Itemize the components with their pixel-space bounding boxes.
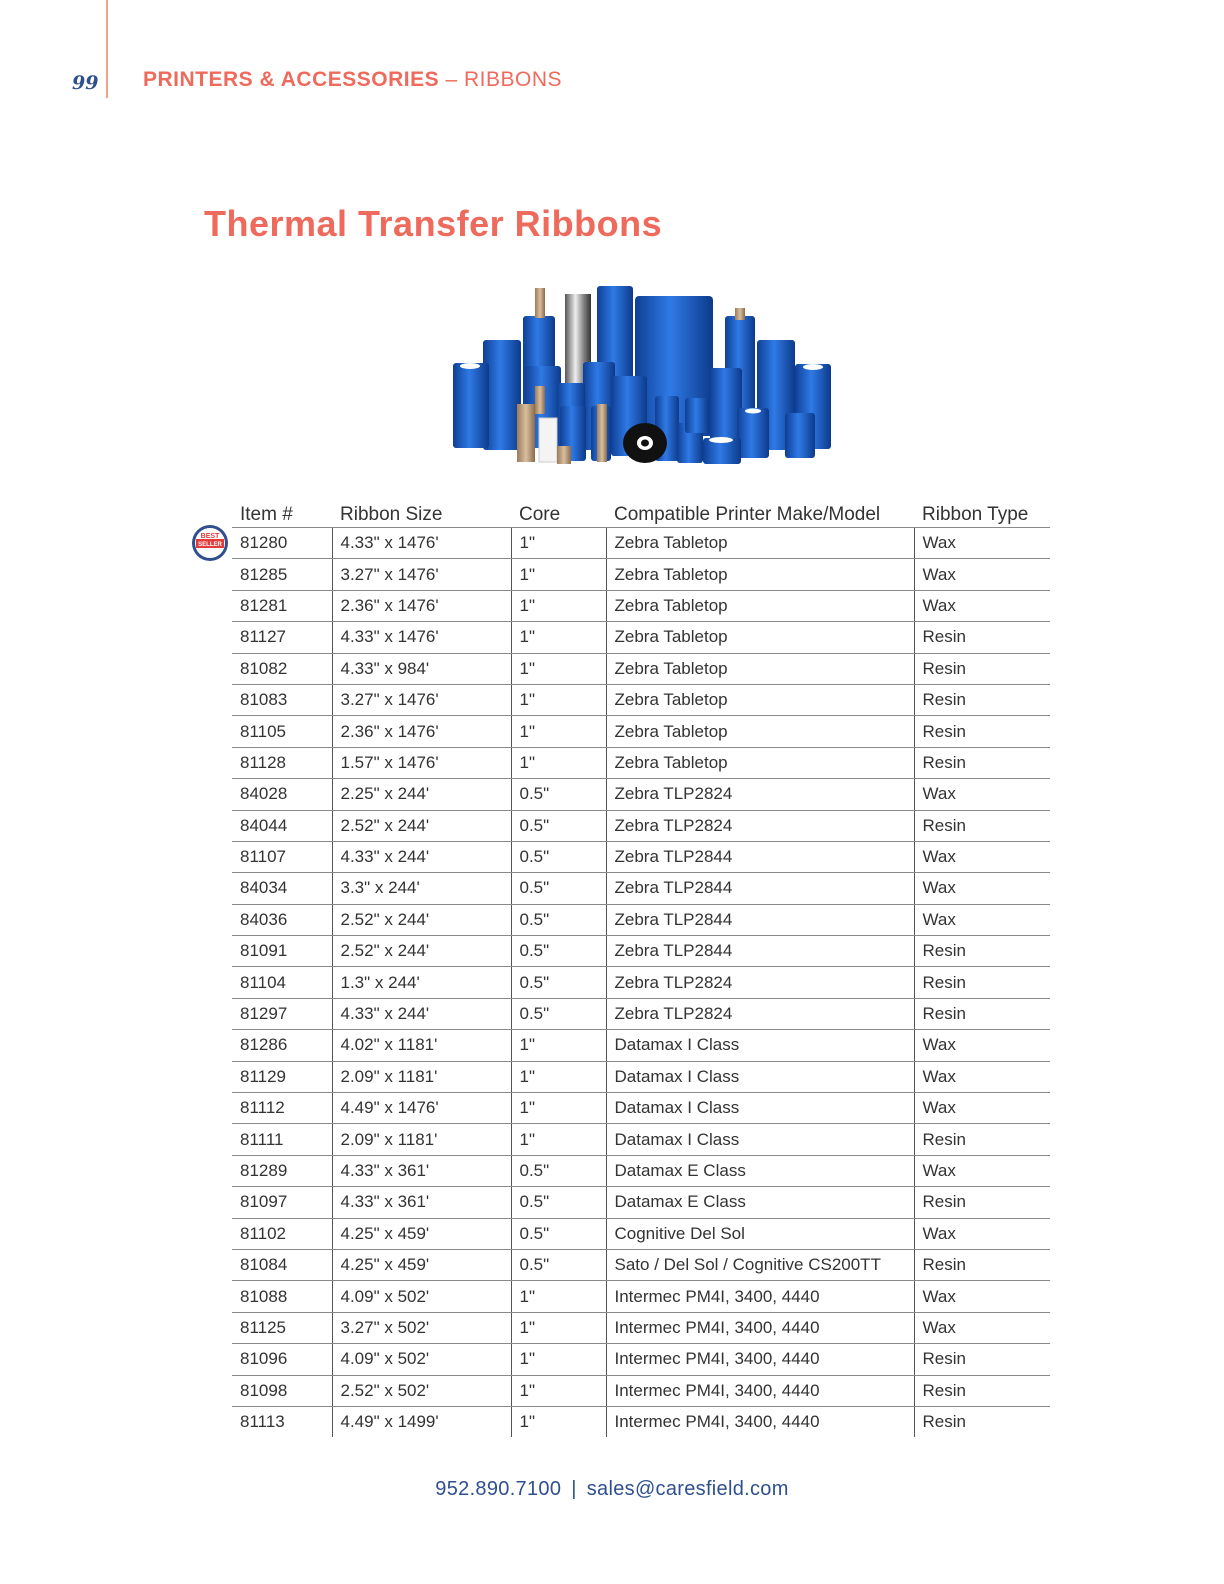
- cell-printer-model: Zebra TLP2824: [606, 779, 914, 810]
- cell-ribbon-type: Wax: [914, 528, 1050, 559]
- table-row: [232, 1312, 1050, 1343]
- cell-item-number: 84036: [232, 904, 332, 935]
- cell-ribbon-size: 3.3" x 244': [332, 873, 511, 904]
- cell-item-number: 81297: [232, 998, 332, 1029]
- table-row: [232, 747, 1050, 778]
- cell-ribbon-type: Wax: [914, 1061, 1050, 1092]
- cell-ribbon-type: Wax: [914, 1218, 1050, 1249]
- cell-ribbon-type: Resin: [914, 936, 1050, 967]
- cell-core-size: 0.5": [511, 841, 606, 872]
- cell-ribbon-size: 4.33" x 244': [332, 841, 511, 872]
- cell-ribbon-size: 2.36" x 1476': [332, 716, 511, 747]
- cell-ribbon-size: 2.09" x 1181': [332, 1061, 511, 1092]
- cell-item-number: 81125: [232, 1312, 332, 1343]
- table-row: [232, 1249, 1050, 1280]
- cell-printer-model: Zebra Tabletop: [606, 622, 914, 653]
- cell-core-size: 1": [511, 1312, 606, 1343]
- cell-core-size: 1": [511, 1030, 606, 1061]
- cell-ribbon-type: Resin: [914, 684, 1050, 715]
- cell-ribbon-size: 4.09" x 502': [332, 1344, 511, 1375]
- cell-item-number: 81107: [232, 841, 332, 872]
- cell-printer-model: Datamax E Class: [606, 1155, 914, 1186]
- cell-core-size: 1": [511, 1406, 606, 1437]
- cell-printer-model: Zebra Tabletop: [606, 653, 914, 684]
- cell-item-number: 81111: [232, 1124, 332, 1155]
- cell-ribbon-type: Wax: [914, 1312, 1050, 1343]
- cell-core-size: 0.5": [511, 1218, 606, 1249]
- cell-ribbon-type: Wax: [914, 1030, 1050, 1061]
- cell-item-number: 84034: [232, 873, 332, 904]
- cell-ribbon-size: 2.52" x 502': [332, 1375, 511, 1406]
- cell-core-size: 1": [511, 716, 606, 747]
- table-row: [232, 1344, 1050, 1375]
- cell-ribbon-size: 2.52" x 244': [332, 810, 511, 841]
- cell-ribbon-type: Resin: [914, 1124, 1050, 1155]
- table-row: [232, 998, 1050, 1029]
- cell-printer-model: Intermec PM4I, 3400, 4440: [606, 1281, 914, 1312]
- cell-item-number: 81112: [232, 1093, 332, 1124]
- cell-item-number: 81102: [232, 1218, 332, 1249]
- table-row: [232, 528, 1050, 559]
- table-row: [232, 779, 1050, 810]
- cell-core-size: 1": [511, 559, 606, 590]
- cell-ribbon-type: Resin: [914, 716, 1050, 747]
- cell-printer-model: Cognitive Del Sol: [606, 1218, 914, 1249]
- table-row: [232, 936, 1050, 967]
- cell-printer-model: Zebra TLP2844: [606, 841, 914, 872]
- cell-ribbon-type: Resin: [914, 1344, 1050, 1375]
- cell-ribbon-type: Wax: [914, 559, 1050, 590]
- page-number: 99: [72, 72, 99, 94]
- cell-item-number: 81098: [232, 1375, 332, 1406]
- cell-ribbon-size: 4.33" x 984': [332, 653, 511, 684]
- cell-printer-model: Intermec PM4I, 3400, 4440: [606, 1375, 914, 1406]
- cell-ribbon-size: 2.52" x 244': [332, 936, 511, 967]
- cell-core-size: 1": [511, 1281, 606, 1312]
- footer-email[interactable]: sales@caresfield.com: [586, 1478, 789, 1500]
- header-divider: [106, 0, 108, 98]
- cell-ribbon-type: Resin: [914, 653, 1050, 684]
- section-header: [143, 68, 562, 92]
- table-row: [232, 810, 1050, 841]
- cell-ribbon-size: 4.09" x 502': [332, 1281, 511, 1312]
- table-header-row: [232, 496, 1050, 528]
- cell-item-number: 81096: [232, 1344, 332, 1375]
- table-row: [232, 1218, 1050, 1249]
- cell-ribbon-type: Wax: [914, 1093, 1050, 1124]
- cell-core-size: 1": [511, 1375, 606, 1406]
- cell-core-size: 0.5": [511, 936, 606, 967]
- cell-ribbon-type: Wax: [914, 904, 1050, 935]
- cell-printer-model: Zebra TLP2844: [606, 873, 914, 904]
- header-category: PRINTERS & ACCESSORIES: [143, 68, 440, 91]
- cell-item-number: 84044: [232, 810, 332, 841]
- cell-printer-model: Datamax I Class: [606, 1124, 914, 1155]
- cell-ribbon-size: 4.49" x 1476': [332, 1093, 511, 1124]
- col-header-printer: Compatible Printer Make/Model: [606, 496, 914, 528]
- cell-item-number: 81289: [232, 1155, 332, 1186]
- cell-item-number: 81082: [232, 653, 332, 684]
- cell-ribbon-type: Resin: [914, 810, 1050, 841]
- cell-ribbon-type: Resin: [914, 1187, 1050, 1218]
- cell-item-number: 81127: [232, 622, 332, 653]
- cell-ribbon-size: 4.49" x 1499': [332, 1406, 511, 1437]
- cell-item-number: 81113: [240, 1412, 285, 1432]
- table-row: [232, 1155, 1050, 1186]
- cell-printer-model: Sato / Del Sol / Cognitive CS200TT: [606, 1249, 914, 1280]
- table-row: [232, 1406, 1050, 1437]
- footer-separator: |: [571, 1478, 577, 1500]
- cell-ribbon-type: Resin: [914, 998, 1050, 1029]
- cell-ribbon-type: Resin: [914, 622, 1050, 653]
- cell-printer-model: Zebra TLP2824: [606, 967, 914, 998]
- cell-ribbon-size: 4.33" x 361': [332, 1187, 511, 1218]
- cell-ribbon-size: 4.25" x 459': [332, 1249, 511, 1280]
- cell-core-size: 0.5": [511, 779, 606, 810]
- cell-printer-model: Zebra TLP2844: [606, 936, 914, 967]
- cell-ribbon-size: 4.33" x 1476': [332, 528, 511, 559]
- page-title: Thermal Transfer Ribbons: [204, 203, 663, 244]
- cell-ribbon-type: Wax: [914, 873, 1050, 904]
- cell-ribbon-size: 3.27" x 1476': [332, 684, 511, 715]
- table-row: [232, 559, 1050, 590]
- table-row: [232, 904, 1050, 935]
- table-row: [232, 1375, 1050, 1406]
- table-row: [232, 716, 1050, 747]
- cell-printer-model: Zebra Tabletop: [606, 590, 914, 621]
- cell-ribbon-type: Wax: [914, 779, 1050, 810]
- cell-printer-model: Datamax E Class: [606, 1187, 914, 1218]
- cell-printer-model: Zebra Tabletop: [606, 559, 914, 590]
- cell-printer-model: Intermec PM4I, 3400, 4440: [606, 1344, 914, 1375]
- cell-item-number: 81084: [232, 1249, 332, 1280]
- col-header-core: Core: [511, 496, 606, 528]
- table-row: [232, 684, 1050, 715]
- cell-ribbon-size: 4.33" x 1476': [332, 622, 511, 653]
- cell-core-size: 1": [511, 653, 606, 684]
- cell-ribbon-size: 2.25" x 244': [332, 779, 511, 810]
- cell-item-number: 81280: [232, 528, 332, 559]
- cell-item-number: 81286: [232, 1030, 332, 1061]
- table-row: [232, 967, 1050, 998]
- cell-printer-model: Zebra TLP2824: [606, 998, 914, 1029]
- badge-seller-text: SELLER: [198, 542, 222, 548]
- col-header-type: Ribbon Type: [914, 496, 1050, 528]
- cell-ribbon-size: 2.09" x 1181': [332, 1124, 511, 1155]
- footer-contact: [0, 1478, 1224, 1501]
- cell-ribbon-size: 3.27" x 502': [332, 1312, 511, 1343]
- table-row: [232, 590, 1050, 621]
- cell-printer-model: Zebra Tabletop: [606, 684, 914, 715]
- cell-core-size: 0.5": [511, 1249, 606, 1280]
- table-row: [232, 1030, 1050, 1061]
- table-row: [232, 1281, 1050, 1312]
- cell-ribbon-type: Resin: [914, 1406, 1050, 1437]
- table-row: [232, 1124, 1050, 1155]
- cell-core-size: 1": [511, 528, 606, 559]
- col-header-item: Item #: [232, 496, 332, 528]
- cell-ribbon-type: Wax: [914, 590, 1050, 621]
- cell-core-size: 0.5": [511, 810, 606, 841]
- cell-core-size: 1": [511, 1124, 606, 1155]
- ribbons-table: [232, 496, 1050, 1437]
- table-row: [232, 841, 1050, 872]
- cell-item-number: 81088: [232, 1281, 332, 1312]
- ribbon-rolls-image: [445, 278, 840, 473]
- table-body: [232, 528, 1050, 1438]
- cell-ribbon-size: 4.33" x 361': [332, 1155, 511, 1186]
- cell-core-size: 1": [511, 622, 606, 653]
- cell-ribbon-size: 1.3" x 244': [332, 967, 511, 998]
- cell-printer-model: Datamax I Class: [606, 1093, 914, 1124]
- cell-item-number: 81129: [232, 1061, 332, 1092]
- cell-ribbon-size: 4.25" x 459': [332, 1218, 511, 1249]
- header-separator: –: [439, 68, 464, 91]
- cell-core-size: 1": [511, 1061, 606, 1092]
- cell-printer-model: Datamax I Class: [606, 1061, 914, 1092]
- cell-item-number: 81128: [232, 747, 332, 778]
- cell-core-size: 1": [511, 1093, 606, 1124]
- cell-core-size: 0.5": [511, 998, 606, 1029]
- cell-printer-model: Intermec PM4I, 3400, 4440: [606, 1406, 914, 1437]
- cell-core-size: 0.5": [511, 873, 606, 904]
- cell-printer-model: Intermec PM4I, 3400, 4440: [606, 1312, 914, 1343]
- table-row: [232, 1187, 1050, 1218]
- cell-ribbon-type: Wax: [914, 1155, 1050, 1186]
- cell-item-number: 81083: [232, 684, 332, 715]
- badge-best-text: BEST: [200, 533, 220, 540]
- cell-printer-model: Zebra TLP2844: [606, 904, 914, 935]
- cell-item-number: 84028: [232, 779, 332, 810]
- cell-ribbon-type: Resin: [914, 1249, 1050, 1280]
- cell-item-number: 81281: [232, 590, 332, 621]
- cell-printer-model: Zebra Tabletop: [606, 528, 914, 559]
- table-row: [232, 1061, 1050, 1092]
- footer-phone[interactable]: 952.890.7100: [435, 1478, 562, 1500]
- cell-core-size: 0.5": [511, 1155, 606, 1186]
- header-subcategory: RIBBONS: [463, 68, 562, 91]
- cell-ribbon-size: 3.27" x 1476': [332, 559, 511, 590]
- cell-ribbon-type: Wax: [914, 841, 1050, 872]
- cell-core-size: 0.5": [511, 904, 606, 935]
- col-header-size: Ribbon Size: [332, 496, 511, 528]
- cell-ribbon-type: Resin: [914, 1375, 1050, 1406]
- cell-printer-model: Zebra TLP2824: [606, 810, 914, 841]
- cell-ribbon-size: 4.33" x 244': [332, 998, 511, 1029]
- cell-item-number: 81285: [232, 559, 332, 590]
- cell-item-number: 81104: [232, 967, 332, 998]
- cell-core-size: 1": [511, 590, 606, 621]
- cell-ribbon-size: 4.02" x 1181': [332, 1030, 511, 1061]
- cell-core-size: 1": [511, 747, 606, 778]
- table-row: [232, 622, 1050, 653]
- table-row: [232, 1093, 1050, 1124]
- cell-item-number: 81091: [232, 936, 332, 967]
- table-row: [232, 873, 1050, 904]
- cell-item-number: 81105: [232, 716, 332, 747]
- table-row: [232, 653, 1050, 684]
- cell-ribbon-size: 2.36" x 1476': [332, 590, 511, 621]
- cell-printer-model: Datamax I Class: [606, 1030, 914, 1061]
- cell-core-size: 1": [511, 1344, 606, 1375]
- cell-ribbon-type: Wax: [914, 1281, 1050, 1312]
- cell-ribbon-size: 1.57" x 1476': [332, 747, 511, 778]
- cell-ribbon-size: 2.52" x 244': [332, 904, 511, 935]
- cell-printer-model: Zebra Tabletop: [606, 747, 914, 778]
- best-seller-badge: [191, 524, 229, 562]
- cell-core-size: 1": [511, 684, 606, 715]
- cell-ribbon-type: Resin: [914, 747, 1050, 778]
- cell-core-size: 0.5": [511, 967, 606, 998]
- cell-printer-model: Zebra Tabletop: [606, 716, 914, 747]
- cell-ribbon-type: Resin: [914, 967, 1050, 998]
- cell-item-number: 81097: [232, 1187, 332, 1218]
- cell-core-size: 0.5": [511, 1187, 606, 1218]
